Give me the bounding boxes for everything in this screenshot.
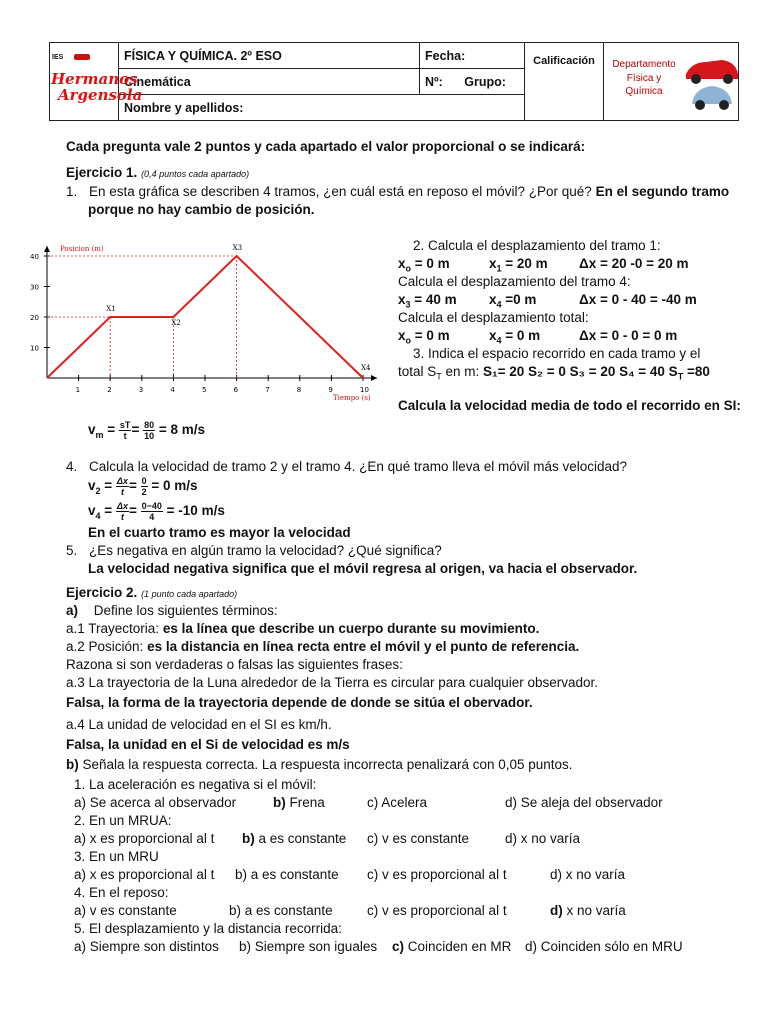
mc-question: 2. En un MRUA: bbox=[74, 813, 172, 828]
point-label: X4 bbox=[361, 364, 371, 372]
ej1-q3-vm-question: Calcula la velocidad media de todo el recorrido en SI: bbox=[398, 398, 741, 413]
ej1-q2-total: Calcula el desplazamiento total: bbox=[398, 310, 589, 325]
ej1-q4-answer: En el cuarto tramo es mayor la velocidad bbox=[88, 525, 351, 540]
mc-option bbox=[273, 794, 325, 811]
header-table bbox=[49, 42, 739, 121]
mc-option-text: x es proporcional al t bbox=[86, 867, 215, 882]
mc-option bbox=[229, 902, 333, 919]
mc-option-letter: c) bbox=[367, 903, 379, 918]
chart-ylabel: Posicion (m) bbox=[60, 245, 104, 253]
ej1-q3: 3. Indica el espacio recorrido en cada tramo y el bbox=[413, 346, 701, 361]
chart-xlabel: Tiempo (s) bbox=[333, 394, 371, 402]
mc-option bbox=[550, 902, 626, 919]
ej1-heading: Ejercicio 1. (0,4 puntos cada apartado) bbox=[66, 165, 250, 180]
mc-option-text: Coinciden en MR bbox=[404, 939, 512, 954]
x-tick-label: 2 bbox=[107, 386, 112, 394]
mc-question: 1. La aceleración es negativa si el móvil: bbox=[74, 777, 317, 792]
ej1-q4: 4. Calcula la velocidad de tramo 2 y el tramo 4. ¿En qué tramo lleva el móvil más velocidad? bbox=[66, 459, 628, 474]
mc-option-letter: d) bbox=[505, 795, 518, 810]
mc-option-letter: d) bbox=[550, 903, 563, 918]
mc-option bbox=[242, 830, 346, 847]
mc-option-text: Siempre son iguales bbox=[251, 939, 378, 954]
mc-option-letter: c) bbox=[367, 795, 379, 810]
position-time-chart bbox=[28, 240, 388, 410]
x-tick-label: 1 bbox=[75, 386, 81, 394]
ej2-a2: a.2 Posición: es la distancia en línea recta entre el móvil y el punto de referencia. bbox=[66, 639, 580, 654]
logo-car-icon bbox=[74, 54, 90, 60]
mc-option-letter: a) bbox=[74, 795, 87, 810]
mc-option-letter: b) bbox=[239, 939, 252, 954]
ej2-a3: a.3 La trayectoria de la Luna alrededor de la Tierra es circular para cualquier observador. bbox=[66, 675, 599, 690]
mc-option-letter: a) bbox=[74, 939, 87, 954]
mc-option-letter: d) bbox=[550, 867, 563, 882]
ej1-q5: 5. ¿Es negativa en algún tramo la velocidad? ¿Qué significa? bbox=[66, 543, 442, 558]
mc-option bbox=[239, 938, 377, 955]
x-tick-label: 5 bbox=[202, 386, 207, 394]
mc-option bbox=[550, 866, 625, 883]
grade-cell: Calificación bbox=[525, 43, 604, 121]
mc-option-letter: c) bbox=[367, 831, 379, 846]
ej2-heading: Ejercicio 2. (1 punto cada apartado) bbox=[66, 585, 238, 600]
subject-cell: FÍSICA Y QUÍMICA. 2º ESO bbox=[119, 43, 420, 69]
mc-option-text: v es constante bbox=[378, 831, 470, 846]
point-label: X3 bbox=[232, 244, 243, 252]
mc-option-text: Frena bbox=[285, 795, 325, 810]
mc-option-letter: b) bbox=[235, 867, 248, 882]
x-tick-label: 4 bbox=[170, 386, 175, 394]
y-axis-arrow bbox=[44, 246, 50, 252]
ej2-a: a) Define los siguientes términos: bbox=[66, 603, 278, 618]
cars-icon bbox=[682, 52, 742, 114]
v4-formula: $v_4$ = $\frac{\Delta x}{t}$ = $\frac{0-40}{4}$ = -10 m/s bbox=[88, 501, 225, 522]
mc-option-text: a es constante bbox=[247, 867, 339, 882]
school-logo: IES Hermanos Argensola bbox=[50, 43, 119, 121]
mc-option-text: v es constante bbox=[86, 903, 177, 918]
mc-option-letter: a) bbox=[74, 867, 87, 882]
mc-option-letter: a) bbox=[74, 903, 87, 918]
ej1-q1: 1. En esta gráfica se describen 4 tramos, ¿en cuál está en reposo el móvil? ¿Por qué? En el segundo tramo bbox=[66, 184, 730, 199]
mc-option-text: Siempre son distintos bbox=[86, 939, 219, 954]
mc-option bbox=[74, 830, 214, 847]
mc-option-text: v es proporcional al t bbox=[378, 867, 507, 882]
ej1-q1-answer: porque no hay cambio de posición. bbox=[88, 202, 315, 217]
department-cell: Departamento Física y Química bbox=[604, 43, 739, 121]
mc-option-letter: b) bbox=[242, 831, 255, 846]
topic-cell: Cinemática bbox=[119, 69, 420, 95]
mc-option-letter: d) bbox=[505, 831, 518, 846]
x-tick-label: 10 bbox=[360, 386, 369, 394]
mc-option-text: Se acerca al observador bbox=[86, 795, 237, 810]
mc-option-text: x no varía bbox=[562, 867, 626, 882]
mc-option bbox=[525, 938, 683, 955]
ej2-a4: a.4 La unidad de velocidad en el SI es km/h. bbox=[66, 717, 332, 732]
mc-option-letter: a) bbox=[74, 831, 87, 846]
intro-text: Cada pregunta vale 2 puntos y cada apartado el valor proporcional o se indicará: bbox=[66, 139, 586, 154]
mc-option-text: v es proporcional al t bbox=[378, 903, 507, 918]
mc-option-text: a es constante bbox=[254, 831, 347, 846]
mc-option-letter: c) bbox=[392, 939, 405, 954]
ej2-a1: a.1 Trayectoria: es la línea que describe un cuerpo durante su movimiento. bbox=[66, 621, 540, 636]
mc-option-letter: c) bbox=[367, 867, 379, 882]
y-tick-label: 40 bbox=[30, 253, 39, 261]
ej1-q2-title: 2. Calcula el desplazamiento del tramo 1: bbox=[413, 238, 661, 253]
mc-option bbox=[392, 938, 511, 955]
mc-option bbox=[74, 902, 177, 919]
mc-question: 4. En el reposo: bbox=[74, 885, 169, 900]
date-cell: Fecha: bbox=[420, 43, 525, 69]
v2-formula: $v_2$ = $\frac{\Delta x}{t}$ = $\frac{0}{2}$ = 0 m/s bbox=[88, 476, 198, 497]
number-group-cell: Nº: Grupo: bbox=[420, 69, 525, 95]
ej2-a3-answer: Falsa, la forma de la trayectoria depende de donde se sitúa el obervador. bbox=[66, 695, 533, 710]
x-tick-label: 9 bbox=[328, 386, 333, 394]
x-tick-label: 7 bbox=[265, 386, 270, 394]
mc-option bbox=[74, 938, 219, 955]
mc-question: 5. El desplazamiento y la distancia recorrida: bbox=[74, 921, 342, 936]
mc-option bbox=[74, 794, 236, 811]
mc-option-letter: b) bbox=[273, 795, 286, 810]
mc-question: 3. En un MRU bbox=[74, 849, 159, 864]
mc-option bbox=[367, 794, 427, 811]
mc-option bbox=[367, 866, 507, 883]
x-tick-label: 8 bbox=[296, 386, 302, 394]
mc-option bbox=[74, 866, 214, 883]
x-tick-label: 6 bbox=[233, 386, 239, 394]
y-tick-label: 10 bbox=[30, 344, 39, 353]
point-label: X1 bbox=[106, 305, 116, 313]
mc-option-text: x no varía bbox=[562, 903, 626, 918]
ej1-q3-answer: total $S_T$ en m: S₁= 20 S₂ = 0 S₃ = 20 S₄ = 40 $S_T =80$ bbox=[398, 364, 710, 382]
mc-option-text: x es proporcional al t bbox=[86, 831, 215, 846]
mc-option bbox=[367, 902, 507, 919]
y-tick-label: 30 bbox=[30, 283, 39, 292]
mc-option-text: Coinciden sólo en MRU bbox=[537, 939, 683, 954]
x-axis-arrow bbox=[371, 375, 377, 381]
mc-option bbox=[367, 830, 469, 847]
mc-option bbox=[235, 866, 339, 883]
y-tick-label: 20 bbox=[30, 314, 39, 322]
mc-option-letter: b) bbox=[229, 903, 242, 918]
point-label: X2 bbox=[171, 319, 181, 327]
vm-formula: $v_m$ = $\frac{sT}{t}$ = $\frac{80}{10}$ = 8 m/s bbox=[88, 420, 206, 441]
mc-option-text: x no varía bbox=[517, 831, 581, 846]
mc-option bbox=[505, 794, 663, 811]
name-cell: Nombre y apellidos: bbox=[119, 95, 525, 121]
mc-option bbox=[505, 830, 580, 847]
mc-option-letter: d) bbox=[525, 939, 538, 954]
ej2-a4-answer: Falsa, la unidad en el Si de velocidad es m/s bbox=[66, 737, 350, 752]
mc-option-text: a es constante bbox=[241, 903, 333, 918]
x-tick-label: 3 bbox=[138, 386, 144, 394]
mc-option-text: Acelera bbox=[378, 795, 428, 810]
mc-option-text: Se aleja del observador bbox=[517, 795, 663, 810]
ej2-b: b) Señala la respuesta correcta. La respuesta incorrecta penalizará con 0,05 puntos. bbox=[66, 757, 573, 772]
ej1-q2-tramo4: Calcula el desplazamiento del tramo 4: bbox=[398, 274, 631, 289]
ej1-q5-answer: La velocidad negativa significa que el móvil regresa al origen, va hacia el observador. bbox=[88, 561, 638, 576]
ej2-razona: Razona si son verdaderas o falsas las siguientes frases: bbox=[66, 657, 403, 672]
position-series-line bbox=[47, 256, 363, 378]
